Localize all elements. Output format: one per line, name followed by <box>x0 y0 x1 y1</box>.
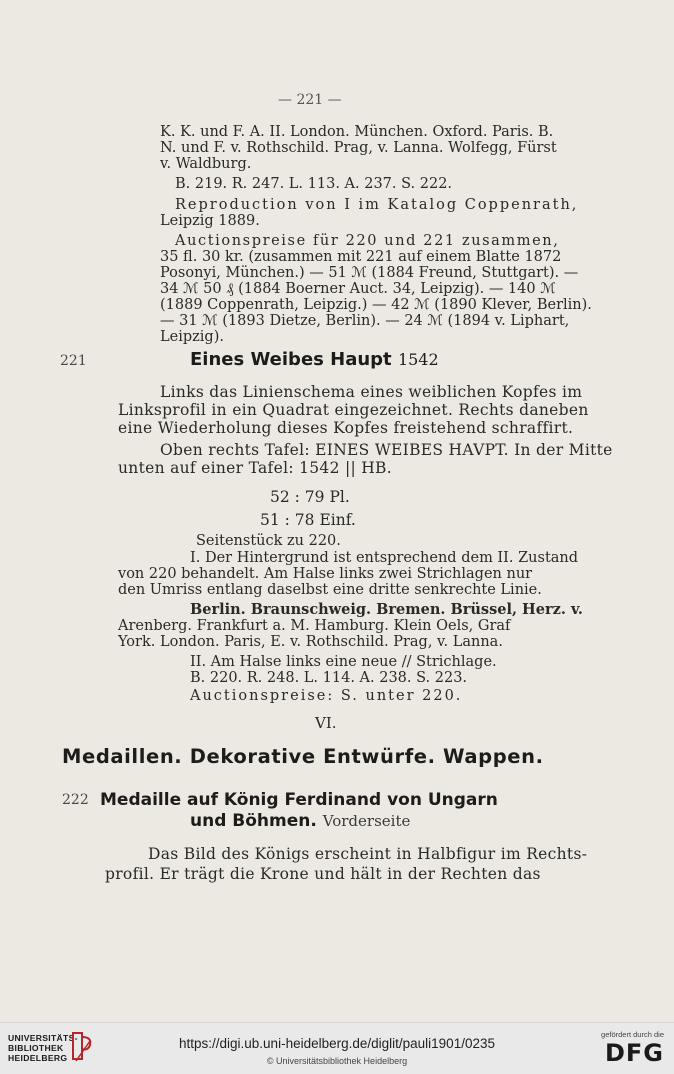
copyright-text: © Universitätsbibliothek Heidelberg <box>266 1056 408 1066</box>
entry-title <box>190 350 439 370</box>
entry-title-text: und Böhmen. <box>190 811 317 831</box>
entry-subtitle: Vorderseite <box>322 812 411 830</box>
measurement-line: 51 : 78 Einf. <box>260 511 356 529</box>
library-name-line: UNIVERSITÄTS- <box>8 1033 78 1043</box>
text-line: Links das Linienschema eines weiblichen Kopfes im <box>160 383 583 401</box>
permalink-url[interactable]: https://digi.ub.uni-heidelberg.de/diglit/pauli1901/0235 <box>179 1036 495 1051</box>
text-line: Das Bild des Königs erscheint in Halbfigur im Rechts- <box>148 845 588 863</box>
text-line: Auctionspreise: S. unter 220. <box>190 688 463 704</box>
text-line: Seitenstück zu 220. <box>196 533 341 549</box>
text-line: B. 219. R. 247. L. 113. A. 237. S. 222. <box>175 176 453 192</box>
text-line: Linksprofil in ein Quadrat eingezeichnet. Rechts daneben <box>118 401 589 419</box>
text-line: K. K. und F. A. II. London. München. Oxford. Paris. B. <box>160 124 554 140</box>
viewer-footer <box>0 1022 674 1074</box>
entry-title-text: Eines Weibes Haupt <box>190 349 392 370</box>
dfg-logo[interactable]: DFG <box>604 1039 664 1067</box>
text-line: Leipzig 1889. <box>160 213 260 229</box>
text-line: Leipzig). <box>160 329 224 345</box>
text-line: von 220 behandelt. Am Halse links zwei Strichlagen nur <box>118 566 533 582</box>
funding-note: gefördert durch die <box>601 1030 664 1039</box>
entry-number: 222 <box>62 792 89 808</box>
text-line: B. 220. R. 248. L. 114. A. 238. S. 223. <box>190 670 468 686</box>
measurement-line: 52 : 79 Pl. <box>270 488 350 506</box>
text-line: v. Waldburg. <box>160 156 252 172</box>
entry-title: Medaille auf König Ferdinand von Ungarn <box>100 790 498 810</box>
text-line: 35 fl. 30 kr. (zusammen mit 221 auf einem Blatte 1872 <box>160 249 562 265</box>
entry-year: 1542 <box>397 350 439 369</box>
text-line: 34 ℳ 50 ₰ (1884 Boerner Auct. 34, Leipzig). — 140 ℳ <box>160 281 556 297</box>
text-line: I. Der Hintergrund ist entsprechend dem II. Zustand <box>190 550 579 566</box>
text-line: Auctionspreise für 220 und 221 zusammen, <box>175 233 560 249</box>
text-line: Reproduction von I im Katalog Coppenrath, <box>175 197 579 213</box>
section-numeral: VI. <box>315 714 337 732</box>
text-line: den Umriss entlang daselbst eine dritte senkrechte Linie. <box>118 582 542 598</box>
text-line: unten auf einer Tafel: 1542 || HB. <box>118 459 392 477</box>
section-heading: Medaillen. Dekorative Entwürfe. Wappen. <box>62 745 544 768</box>
text-line: Posonyi, München.) — 51 ℳ (1884 Freund, Stuttgart). — <box>160 265 579 281</box>
entry-number: 221 <box>60 353 87 369</box>
text-line: N. und F. v. Rothschild. Prag, v. Lanna. Wolfegg, Fürst <box>160 140 557 156</box>
library-name-line: HEIDELBERG <box>8 1053 68 1063</box>
text-line: profil. Er trägt die Krone und hält in der Rechten das <box>105 865 541 883</box>
text-line: Oben rechts Tafel: EINES WEIBES HAVPT. In der Mitte <box>160 441 613 459</box>
text-line: (1889 Coppenrath, Leipzig.) — 42 ℳ (1890 Klever, Berlin). <box>160 297 592 313</box>
text-line: II. Am Halse links eine neue // Strichlage. <box>190 654 497 670</box>
library-name-line: BIBLIOTHEK <box>8 1043 64 1053</box>
text-line: Berlin. Braunschweig. Bremen. Brüssel, Herz. v. <box>190 601 583 618</box>
text-line: Arenberg. Frankfurt a. M. Hamburg. Klein Oels, Graf <box>118 618 511 634</box>
page-number: — 221 — <box>278 92 342 108</box>
text-line: — 31 ℳ (1893 Dietze, Berlin). — 24 ℳ (1894 v. Liphart, <box>160 313 570 329</box>
text-line: York. London. Paris, E. v. Rothschild. Prag, v. Lanna. <box>118 634 503 650</box>
entry-title-line2 <box>190 811 410 831</box>
text-line: eine Wiederholung dieses Kopfes freistehend schraffirt. <box>118 419 574 437</box>
